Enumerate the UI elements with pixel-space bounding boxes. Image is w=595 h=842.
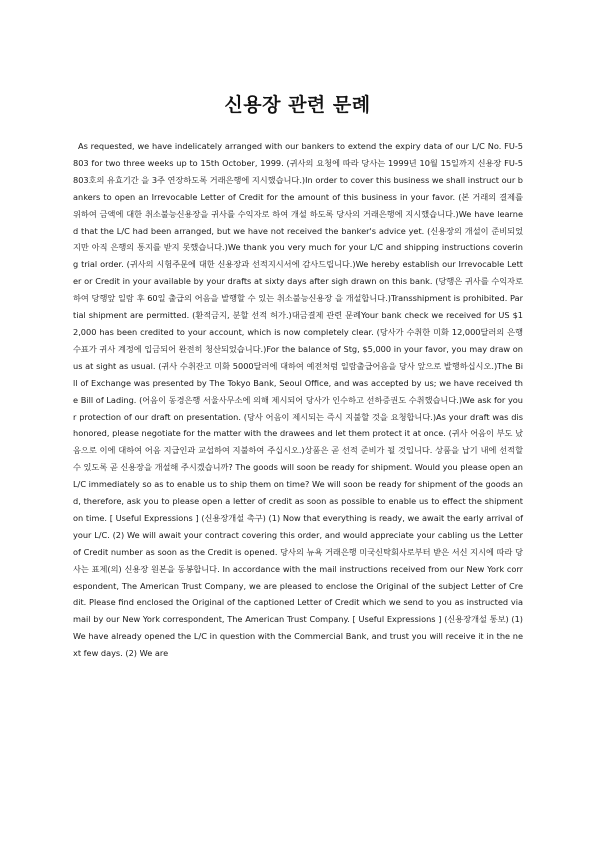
page-title: 신용장 관련 문례 [224,94,371,116]
body-paragraph: As requested, we have indelicately arranged with our bankers to extend the expiry data of our L/C No. FU-5803 for two three weeks up to 15th October, 1999. (귀사의 요청에 따라 당사는 1999년 10월 15일까지 신용장 FU-5803호의 유효기간 을 3주 연장하도록 거래은행에 지시했습니다.)In order to cover this business we shall instruct our bankers to open an Irrevocable Letter of Credit for the amount of this business in your favor. (본 거래의 결제를 위하여 금액에 대한 취소불능신용장을 귀사를 수익자로 하여 개설 하도록 당사의 거래은행에 지시했습니다.)We have learned that the L/C had been arranged, but we have not received the banker's advice yet. (신용장의 개설이 준비되었지만 아직 은행의 통지를 받지 못했습니다.)We thank you very much for your L/C and shipping instructions covering trial order. (귀사의 시험주문에 대한 신용장과 선적지시서에 감사드립니다.)We hereby establish our Irrevocable Letter or Credit in your available by your drafts at sixty days after sigh drawn on this bank. (당행은 귀사를 수익자로 하여 당행앞 일람 후 60일 출급의 어음을 발행할 수 있는 취소불능신용장 을 개설합니다.)Transshipment is prohibited. Partial shipment are permitted. (환적금지, 분할 선적 허가.)대금결제 관련 문례Your bank check we received for US $12,000 has been credited to your account, which is now completely clear. (당사가 수취한 미화 12,000달러의 은행수표가 귀사 계정에 입금되어 완전히 청산되었습니다.)For the balance of Stg, $5,000 in your favor, you may draw on us at sight as usual. (귀사 수취잔고 미화 5000달러에 대하여 예전처럼 일람출급어음을 당사 앞으로 발행하십시오.)The Bill of Exchange was presented by The Tokyo Bank, Seoul Office, and was accepted by us; we have received the Bill of Lading. (어음이 동경은행 서울사무소에 의해 제시되어 당사가 인수하고 선하증권도 수취했습니다.)We ask for your protection of our draft on presentation. (당사 어음이 제시되는 즉시 지불할 것을 요청합니다.)As your draft was dishonored, please negotiate for the matter with the drawees and let them protect it at once. (귀사 어음이 부도 났음으로 이에 대하여 어음 지급인과 교섭하여 지불하여 주십시오.)상품은 곧 선적 준비가 될 것입니다. 상품을 납기 내에 선적할 수 있도록 곧 신용장을 개설해 주시겠습니까? The goods will soon be ready for shipment. Would you please open an L/C immediately so as to enable us to ship them on time? We will soon be ready for shipment of the goods and, therefore, ask you to please open a letter of credit as soon as possible to enable us to effect the shipment on time. [ Useful Expressions ] (신용장개설 촉구) (1) Now that everything is ready, we await the early arrival of your L/C. (2) We will await your contract covering this order, and would appreciate your cabling us the Letter of Credit number as soon as the Credit is opened. 당사의 뉴욕 거래은행 미국신탁회사로부터 받은 서신 지시에 따라 당사는 표제(의) 신용장 원본을 동봉합니다. In accordance with the mail instructions received from our New York correspondent, The American Trust Company, we are pleased to enclose the Original of the subject Letter of Credit. Please find enclosed the Original of the captioned Letter of Credit which we send to you as instructed via mail by our New York correspondent, The American Trust Company. [ Useful Expressions ] (신용장개설 통보) (1) We have already opened the L/C in question with the Commercial Bank, and trust you will receive it in the next few days. (2) We are [73,141,523,659]
